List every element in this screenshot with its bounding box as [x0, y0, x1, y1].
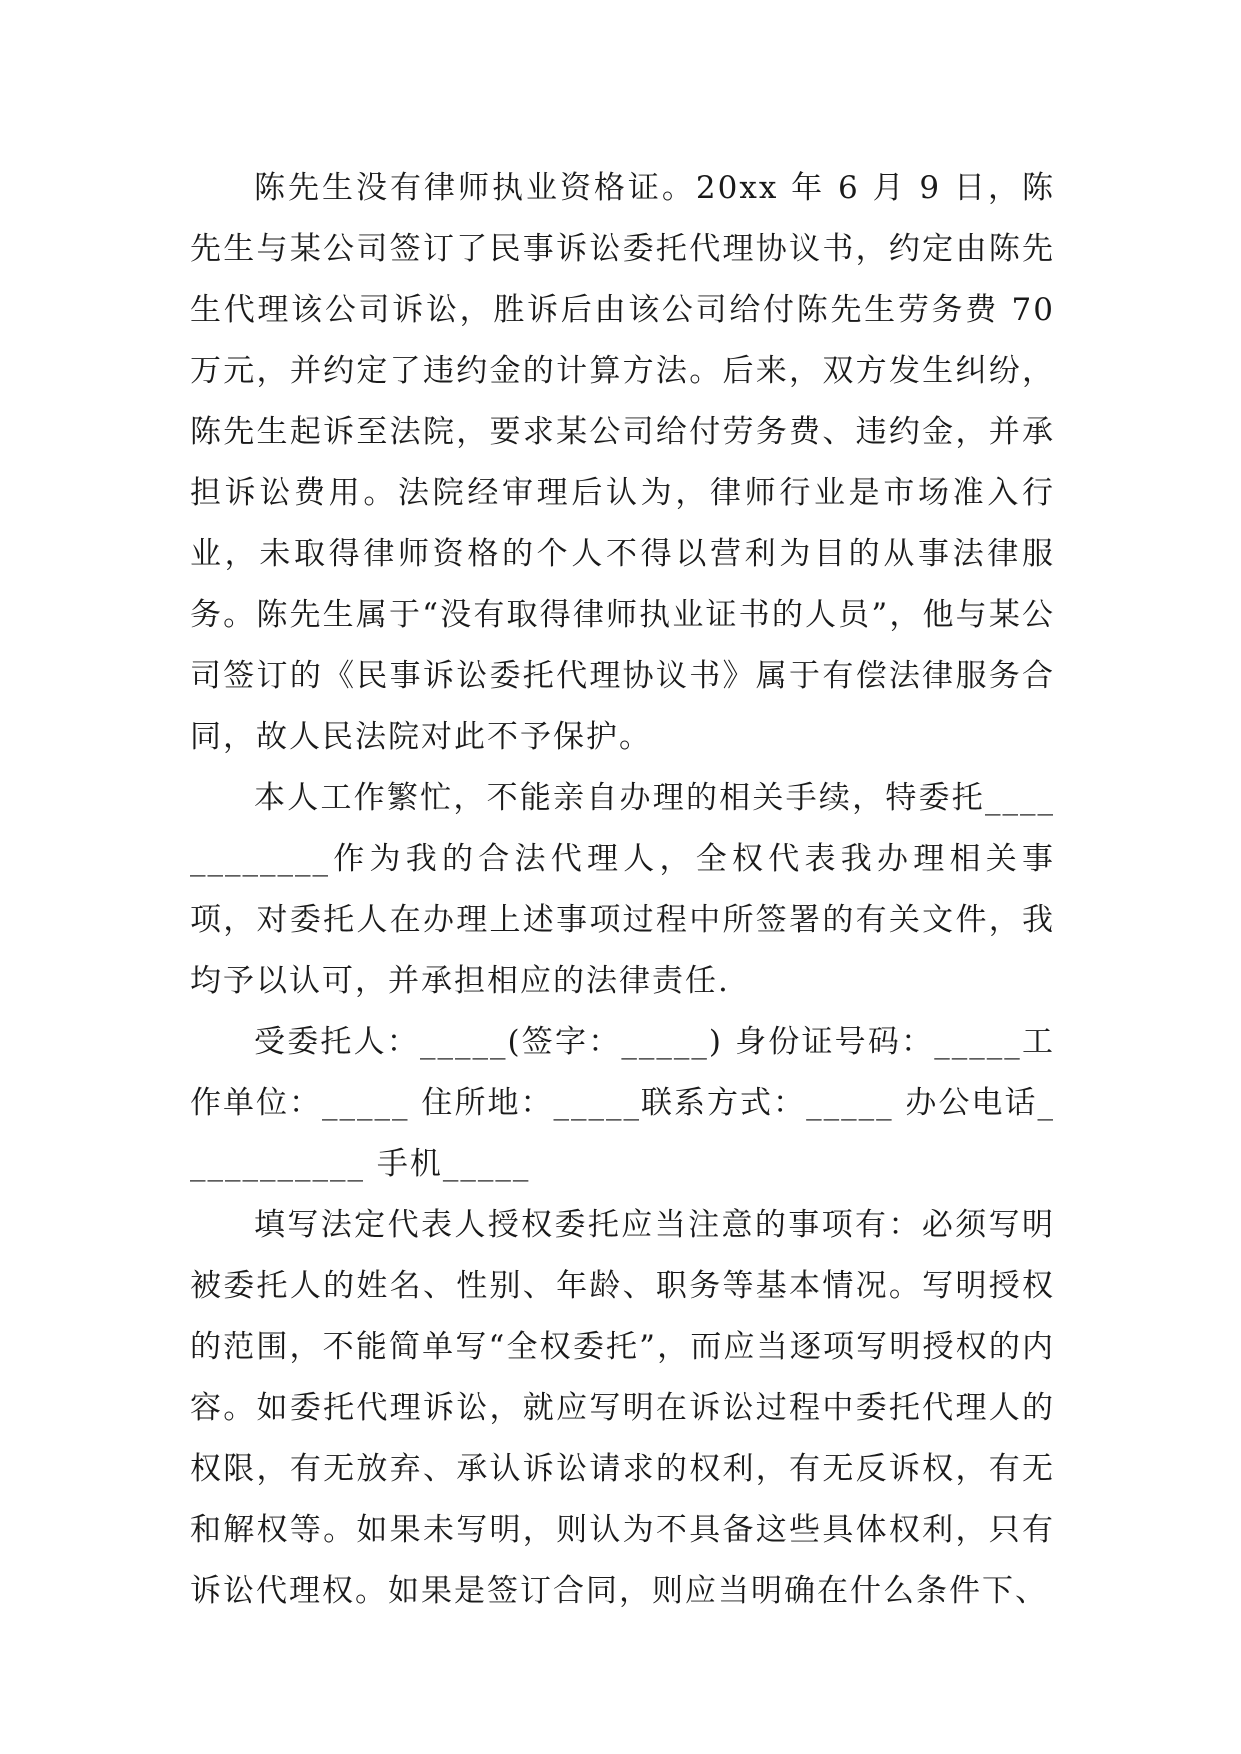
notes-paragraph: 填写法定代表人授权委托应当注意的事项有：必须写明被委托人的姓名、性别、年龄、职务等基本情况。写明授权的范围，不能简单写“全权委托”，而应当逐项写明授权的内容。如委托代理诉讼，就应写明在诉讼过程中委托代理人的权限，有无放弃、承认诉讼请求的权利，有无反诉权，有无和解权等。如果未写明，则认为不具备这些具体权利，只有诉讼代理权。如果是签订合同，则应当明确在什么条件下、: [190, 1207, 1055, 1609]
case-paragraph: 陈先生没有律师执业资格证。20xx 年 6 月 9 日，陈先生与某公司签订了民事诉讼委托代理协议书，约定由陈先生代理该公司诉讼，胜诉后由该公司给付陈先生劳务费 70 万元，并约定了违约金的计算方法。后来，双方发生纠纷，陈先生起诉至法院，要求某公司给付劳务费、违约金，并承担诉讼费用。法院经审理后认为，律师行业是市场准入行业，未取得律师资格的个人不得以营利为目的从事法律服务。陈先生属于“没有取得律师执业证书的人员”，他与某公司签订的《民事诉讼委托代理协议书》属于有偿法律服务合同，故人民法院对此不予保护。: [190, 170, 1055, 755]
document-body: [190, 158, 1055, 1622]
authorization-paragraph: 本人工作繁忙，不能亲自办理的相关手续，特委托____________作为我的合法代理人，全权代表我办理相关事项，对委托人在办理上述事项过程中所签署的有关文件，我均予以认可，并承担相应的法律责任.: [190, 780, 1055, 999]
agent-info-paragraph: 受委托人：_____(签字：_____) 身份证号码：_____工作单位：_____ 住所地：_____联系方式：_____ 办公电话___________ 手机_____: [190, 1024, 1055, 1182]
